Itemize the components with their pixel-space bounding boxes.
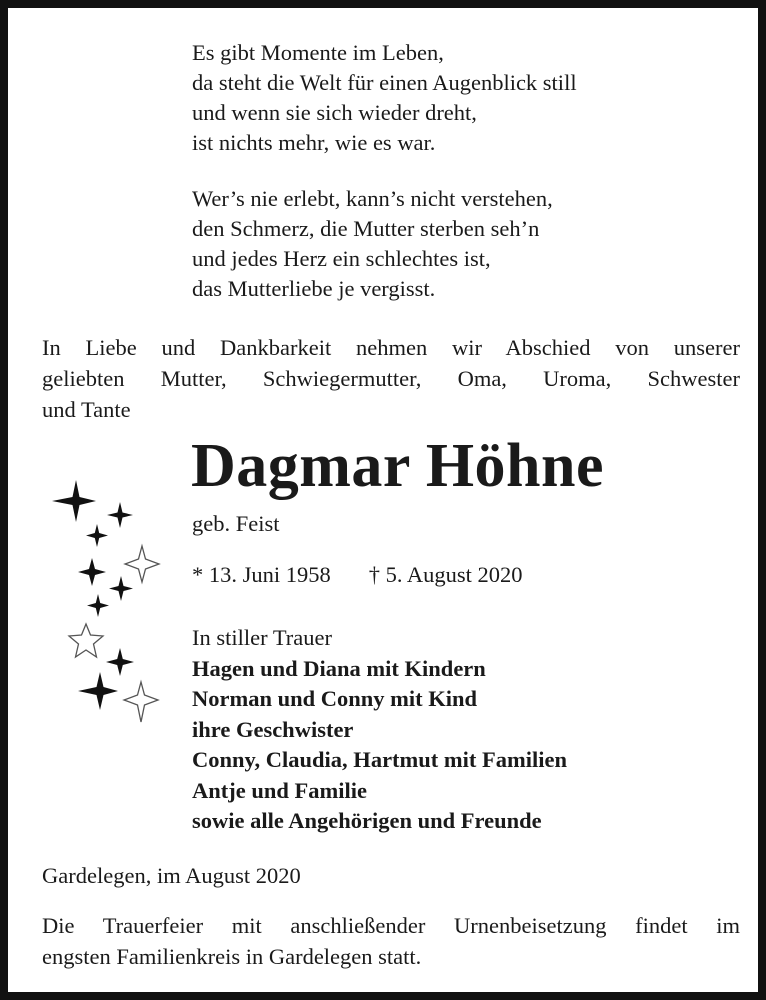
poem-line: das Mutterliebe je vergisst.	[192, 276, 436, 301]
poem-stanza-1	[192, 38, 732, 158]
intro-text	[42, 332, 740, 425]
poem-line: und wenn sie sich wieder dreht,	[192, 100, 477, 125]
intro-line: In Liebe und Dankbarkeit nehmen wir Abschied von unserer	[42, 335, 740, 360]
poem-line: Wer’s nie erlebt, kann’s nicht verstehen,	[192, 186, 553, 211]
mourning-heading: In stiller Trauer	[192, 625, 332, 650]
place-date: Gardelegen, im August 2020	[42, 863, 301, 888]
star-icon	[52, 480, 96, 522]
poem-line: ist nichts mehr, wie es war.	[192, 130, 436, 155]
closing-line: Die Trauerfeier mit anschließender Urnenbeisetzung findet im	[42, 913, 740, 938]
star-icon	[107, 502, 133, 528]
stars-icon	[48, 476, 168, 728]
closing-text	[42, 910, 740, 972]
deceased-name: Dagmar Höhne	[191, 432, 605, 500]
star-icon	[109, 576, 133, 601]
mourner-line: Antje und Familie	[192, 777, 368, 803]
poem-line: da steht die Welt für einen Augenblick still	[192, 70, 577, 95]
death-date: † 5. August 2020	[368, 562, 523, 587]
star-icon	[78, 672, 118, 710]
mourner-line: Hagen und Diana mit Kindern	[192, 655, 486, 681]
poem-line: und jedes Herz ein schlechtes ist,	[192, 246, 491, 271]
poem-line: Es gibt Momente im Leben,	[192, 40, 444, 65]
star-icon	[86, 524, 108, 547]
intro-line: und Tante	[42, 397, 131, 422]
mourner-line: sowie alle Angehörigen und Freunde	[192, 808, 542, 833]
poem-line: den Schmerz, die Mutter sterben seh’n	[192, 216, 540, 241]
mourner-line: Conny, Claudia, Hartmut mit Familien	[192, 747, 568, 772]
poem-stanza-2	[192, 184, 732, 304]
closing-line: engsten Familienkreis in Gardelegen statt.	[42, 944, 422, 969]
star-icon	[87, 594, 109, 617]
birth-date: * 13. Juni 1958	[192, 562, 331, 587]
star-icon	[78, 558, 106, 586]
star-icon	[106, 648, 134, 676]
star-outline-icon	[124, 682, 158, 722]
mourner-line: Norman und Conny mit Kind	[192, 686, 478, 711]
star-outline-icon	[69, 624, 103, 657]
mourner-line: ihre Geschwister	[192, 716, 354, 742]
star-outline-icon	[125, 546, 159, 582]
born-name: geb. Feist	[192, 511, 280, 536]
life-dates	[192, 560, 523, 590]
intro-line: geliebten Mutter, Schwiegermutter, Oma, Uroma, Schwester	[42, 366, 740, 391]
mourners-list	[192, 623, 567, 837]
